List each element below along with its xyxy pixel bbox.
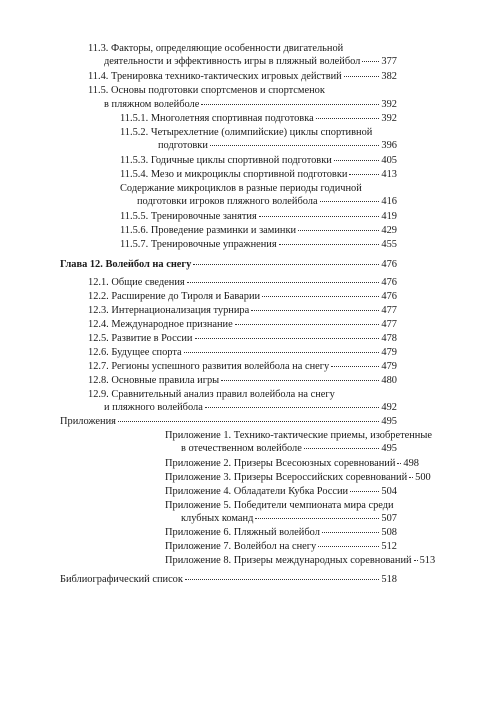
- entry-title: Будущее спорта: [111, 347, 182, 358]
- dot-leader: [320, 201, 380, 202]
- page-number: 479: [381, 347, 397, 358]
- section-number: 11.5.3.: [120, 155, 149, 166]
- page-number: 392: [381, 99, 397, 110]
- entry-title: Тренировочные занятия: [150, 211, 257, 222]
- entry-title: Библиографический список: [60, 574, 183, 585]
- dot-leader: [304, 448, 380, 449]
- toc-entry[interactable]: [120, 238, 397, 251]
- dot-leader: [251, 310, 379, 311]
- section-number: 11.5.5.: [120, 211, 149, 222]
- toc-entry[interactable]: [88, 332, 397, 345]
- dot-leader: [349, 174, 379, 175]
- toc-entry[interactable]: [88, 374, 397, 387]
- toc-entry[interactable]: [165, 526, 397, 539]
- entry-title: Факторы, определяющие особенности двигательной: [111, 43, 344, 54]
- toc-entry[interactable]: [120, 182, 362, 195]
- page-number: 518: [381, 574, 397, 585]
- entry-title: Основы подготовки спортсменов и спортсменок: [111, 85, 325, 96]
- section-number: 12.5.: [88, 333, 109, 344]
- section-number: 12.4.: [88, 319, 109, 330]
- page-number: 512: [381, 541, 397, 552]
- entry-title: Приложение 2. Призеры Всесоюзных соревнований: [165, 458, 396, 469]
- entry-title: Развитие в России: [111, 333, 193, 344]
- dot-leader: [350, 491, 379, 492]
- dot-leader: [322, 532, 380, 533]
- section-number: 12.1.: [88, 277, 109, 288]
- page-number: 477: [381, 305, 397, 316]
- chapter-number: Глава 12.: [60, 259, 103, 270]
- dot-leader: [397, 463, 401, 464]
- toc-entry[interactable]: [165, 499, 394, 512]
- dot-leader: [414, 560, 418, 561]
- section-number: 12.8.: [88, 375, 109, 386]
- page-number: 508: [381, 527, 397, 538]
- page-number: 396: [381, 140, 397, 151]
- toc-entry[interactable]: [181, 442, 397, 455]
- entry-title: Содержание микроциклов в разные периоды годичной: [120, 183, 362, 194]
- section-number: 12.2.: [88, 291, 109, 302]
- entry-title-continued: подготовки игроков пляжного волейбола: [137, 196, 318, 207]
- toc-entry[interactable]: [165, 485, 397, 498]
- entry-title: Расширение до Тироля и Баварии: [111, 291, 261, 302]
- page-number: 476: [381, 291, 397, 302]
- page-number: 455: [381, 239, 397, 250]
- dot-leader: [344, 76, 380, 77]
- toc-entry[interactable]: [120, 168, 397, 181]
- dot-leader: [184, 352, 380, 353]
- entry-title: Мезо и микроциклы спортивной подготовки: [150, 169, 348, 180]
- toc-entry[interactable]: [120, 154, 397, 167]
- page-number: 507: [381, 513, 397, 524]
- entry-title: Многолетняя спортивная подготовка: [150, 113, 314, 124]
- dot-leader: [259, 216, 380, 217]
- entry-title: Международное признание: [111, 319, 233, 330]
- entry-title: Приложение 1. Технико-тактические приемы, изобретенные: [165, 430, 432, 441]
- page-number: 416: [381, 196, 397, 207]
- entry-title: Четырехлетние (олимпийские) циклы спортивной: [150, 127, 373, 138]
- toc-entry[interactable]: [181, 512, 397, 525]
- toc-entry[interactable]: [60, 258, 397, 271]
- entry-title: Годичные циклы спортивной подготовки: [150, 155, 332, 166]
- toc-entry[interactable]: [158, 139, 397, 152]
- toc-entry[interactable]: [88, 360, 397, 373]
- page-number: 413: [381, 169, 397, 180]
- dot-leader: [193, 264, 379, 265]
- dot-leader: [185, 579, 379, 580]
- page-number: 492: [381, 402, 397, 413]
- toc-entry[interactable]: [165, 471, 431, 484]
- section-number: 11.5.4.: [120, 169, 149, 180]
- entry-title: Проведение разминки и заминки: [150, 225, 297, 236]
- page-number: 477: [381, 319, 397, 330]
- toc-entry[interactable]: [88, 290, 397, 303]
- toc-entry[interactable]: [137, 195, 397, 208]
- toc-entry[interactable]: [88, 70, 397, 83]
- toc-entry[interactable]: [165, 457, 419, 470]
- entry-title-continued: в пляжном волейболе: [104, 99, 200, 110]
- page-number: 498: [403, 458, 419, 469]
- entry-title-continued: деятельности и эффективность игры в пляжный волейбол: [104, 56, 361, 67]
- toc-entry[interactable]: [88, 84, 325, 97]
- page-number: 382: [381, 71, 397, 82]
- entry-title: Приложение 7. Волейбол на снегу: [165, 541, 317, 552]
- page-number: 479: [381, 361, 397, 372]
- dot-leader: [334, 160, 380, 161]
- dot-leader: [201, 104, 379, 105]
- entry-title-continued: и пляжного волейбола: [104, 402, 203, 413]
- entry-title: Приложение 6. Пляжный волейбол: [165, 527, 320, 538]
- page-number: 377: [381, 56, 397, 67]
- dot-leader: [362, 61, 379, 62]
- entry-title: Тренировочные упражнения: [150, 239, 277, 250]
- toc-entry[interactable]: [88, 42, 343, 55]
- toc-entry[interactable]: [104, 55, 397, 68]
- entry-title: Волейбол на снегу: [105, 259, 192, 270]
- toc-entry[interactable]: [88, 304, 397, 317]
- entry-title-continued: клубных команд: [181, 513, 254, 524]
- toc-entry[interactable]: [120, 126, 372, 139]
- section-number: 11.5.2.: [120, 127, 149, 138]
- toc-entry[interactable]: [88, 346, 397, 359]
- section-number: 11.3.: [88, 43, 109, 54]
- page-number: 495: [381, 443, 397, 454]
- dot-leader: [331, 366, 379, 367]
- toc-entry[interactable]: [60, 415, 397, 428]
- toc-entry[interactable]: [165, 540, 397, 553]
- entry-title: Приложение 8. Призеры международных соревнований: [165, 555, 412, 566]
- page-number: 513: [419, 555, 436, 566]
- page-number: 480: [381, 375, 397, 386]
- dot-leader: [255, 518, 379, 519]
- entry-title: Приложение 3. Призеры Всероссийских соревнований: [165, 472, 408, 483]
- page-number: 419: [381, 211, 397, 222]
- page-number: 476: [381, 259, 397, 270]
- dot-leader: [195, 338, 380, 339]
- toc-entry[interactable]: [120, 112, 397, 125]
- entry-title: Сравнительный анализ правил волейбола на снегу: [111, 389, 335, 400]
- entry-title: Тренировка технико-тактических игровых действий: [111, 71, 342, 82]
- entry-title-continued: подготовки: [158, 140, 208, 151]
- entry-title: Общие сведения: [111, 277, 185, 288]
- entry-title: Приложения: [60, 416, 116, 427]
- dot-leader: [205, 407, 380, 408]
- section-number: 11.5.6.: [120, 225, 149, 236]
- section-number: 11.5.1.: [120, 113, 149, 124]
- toc-entry[interactable]: [88, 388, 335, 401]
- page-number: 500: [415, 472, 431, 483]
- dot-leader: [210, 145, 379, 146]
- dot-leader: [118, 421, 379, 422]
- entry-title-continued: в отечественном волейболе: [181, 443, 302, 454]
- page-number: 405: [381, 155, 397, 166]
- page-number: 504: [381, 486, 397, 497]
- page-number: 476: [381, 277, 397, 288]
- page-number: 495: [381, 416, 397, 427]
- entry-title: Приложение 4. Обладатели Кубка России: [165, 486, 349, 497]
- entry-title: Основные правила игры: [111, 375, 220, 386]
- page-number: 429: [381, 225, 397, 236]
- dot-leader: [187, 282, 380, 283]
- toc-entry[interactable]: [120, 210, 397, 223]
- entry-title: Интернационализация турнира: [111, 305, 250, 316]
- dot-leader: [279, 244, 380, 245]
- toc-entry[interactable]: [165, 429, 432, 442]
- entry-title: Регионы успешного развития волейбола на снегу: [111, 361, 330, 372]
- section-number: 11.5.7.: [120, 239, 149, 250]
- toc-entry[interactable]: [104, 98, 397, 111]
- dot-leader: [235, 324, 380, 325]
- dot-leader: [316, 118, 380, 119]
- toc-entry[interactable]: [104, 401, 397, 414]
- toc-entry[interactable]: [120, 224, 397, 237]
- section-number: 11.5.: [88, 85, 109, 96]
- entry-title: Приложение 5. Победители чемпионата мира среди: [165, 500, 394, 511]
- page-number: 478: [381, 333, 397, 344]
- dot-leader: [221, 380, 379, 381]
- dot-leader: [409, 477, 413, 478]
- toc-entry[interactable]: [88, 276, 397, 289]
- section-number: 12.7.: [88, 361, 109, 372]
- section-number: 11.4.: [88, 71, 109, 82]
- dot-leader: [262, 296, 379, 297]
- toc-entry[interactable]: [60, 573, 397, 586]
- section-number: 12.6.: [88, 347, 109, 358]
- section-number: 12.3.: [88, 305, 109, 316]
- toc-entry[interactable]: [88, 318, 397, 331]
- dot-leader: [318, 546, 379, 547]
- toc-entry[interactable]: [165, 554, 436, 567]
- section-number: 12.9.: [88, 389, 109, 400]
- dot-leader: [298, 230, 379, 231]
- page-number: 392: [381, 113, 397, 124]
